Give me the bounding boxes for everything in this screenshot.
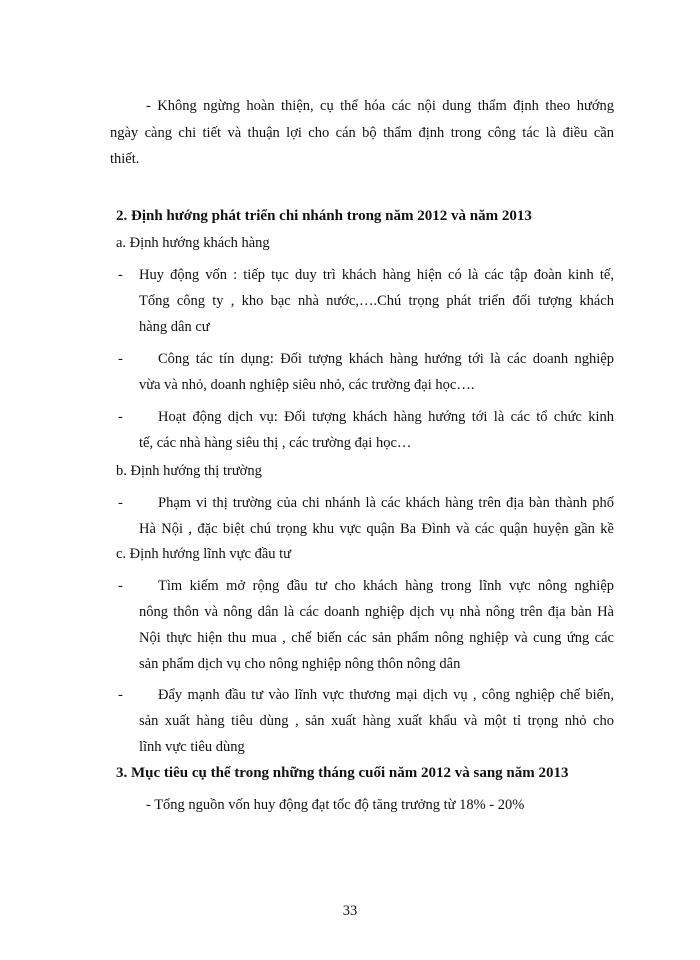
list-dash: - (118, 578, 123, 594)
page-number: 33 (342, 903, 358, 919)
c-item-1-line-1: Tìm kiếm mở rộng đầu tư cho khách hàng trong lĩnh vực nông nghiệp (158, 578, 614, 594)
c-item-1-line-4: sản phẩm dịch vụ cho nông nghiệp nông thôn nông dân (139, 656, 461, 672)
intro-line-1: - Không ngừng hoàn thiện, cụ thể hóa các nội dung thẩm định theo hướng (146, 98, 614, 114)
intro-line-2: ngày càng chi tiết và thuận lợi cho cán bộ thẩm định trong công tác là điều cần (110, 125, 614, 141)
section-3-line-1: - Tổng nguồn vốn huy động đạt tốc độ tăng trưởng từ 18% - 20% (146, 797, 525, 813)
c-item-1-line-3: Nội thực hiện thu mua , chế biến các sản phẩm nông nghiệp và cung ứng các (139, 630, 614, 646)
c-item-2-line-2: sản xuất hàng tiêu dùng , sản xuất hàng xuất khẩu và một tỉ trọng nhỏ cho (139, 713, 614, 729)
list-dash: - (118, 687, 123, 703)
list-dash: - (118, 409, 123, 425)
list-dash: - (118, 351, 123, 367)
b-item-1-line-1: Phạm vi thị trường của chi nhánh là các khách hàng trên địa bàn thành phố (158, 495, 614, 511)
section-3-heading: 3. Mục tiêu cụ thể trong những tháng cuối năm 2012 và sang năm 2013 (116, 765, 569, 781)
section-2-heading: 2. Định hướng phát triển chi nhánh trong năm 2012 và năm 2013 (116, 208, 532, 224)
a-item-2-line-1: Công tác tín dụng: Đối tượng khách hàng hướng tới là các doanh nghiệp (158, 351, 614, 367)
c-item-1-line-2: nông thôn và nông dân là các doanh nghiệp dịch vụ nhà nông trên địa bàn Hà (139, 604, 614, 620)
intro-line-3: thiết. (110, 151, 140, 167)
a-item-1-line-3: hàng dân cư (139, 319, 210, 335)
subsection-b-label: b. Định hướng thị trường (116, 463, 262, 479)
a-item-1-line-1: Huy động vốn : tiếp tục duy trì khách hàng hiện có là các tập đoàn kinh tế, (139, 267, 614, 283)
c-item-2-line-1: Đẩy mạnh đầu tư vào lĩnh vực thương mại dịch vụ , công nghiệp chế biến, (158, 687, 614, 703)
list-dash: - (118, 267, 123, 283)
a-item-3-line-1: Hoạt động dịch vụ: Đối tượng khách hàng hướng tới là các tổ chức kinh (158, 409, 614, 425)
subsection-a-label: a. Định hướng khách hàng (116, 235, 270, 251)
subsection-c-label: c. Định hướng lĩnh vực đầu tư (116, 546, 292, 562)
a-item-3-line-2: tế, các nhà hàng siêu thị , các trường đại học… (139, 435, 412, 451)
list-dash: - (118, 495, 123, 511)
a-item-2-line-2: vừa và nhỏ, doanh nghiệp siêu nhỏ, các trường đại học…. (139, 377, 475, 393)
b-item-1-line-2: Hà Nội , đặc biệt chú trọng khu vực quận Ba Đình và các quận huyện gần kề (139, 521, 614, 537)
a-item-1-line-2: Tổng công ty , kho bạc nhà nước,….Chú trọng phát triển đối tượng khách (139, 293, 614, 309)
c-item-2-line-3: lĩnh vực tiêu dùng (139, 739, 245, 755)
